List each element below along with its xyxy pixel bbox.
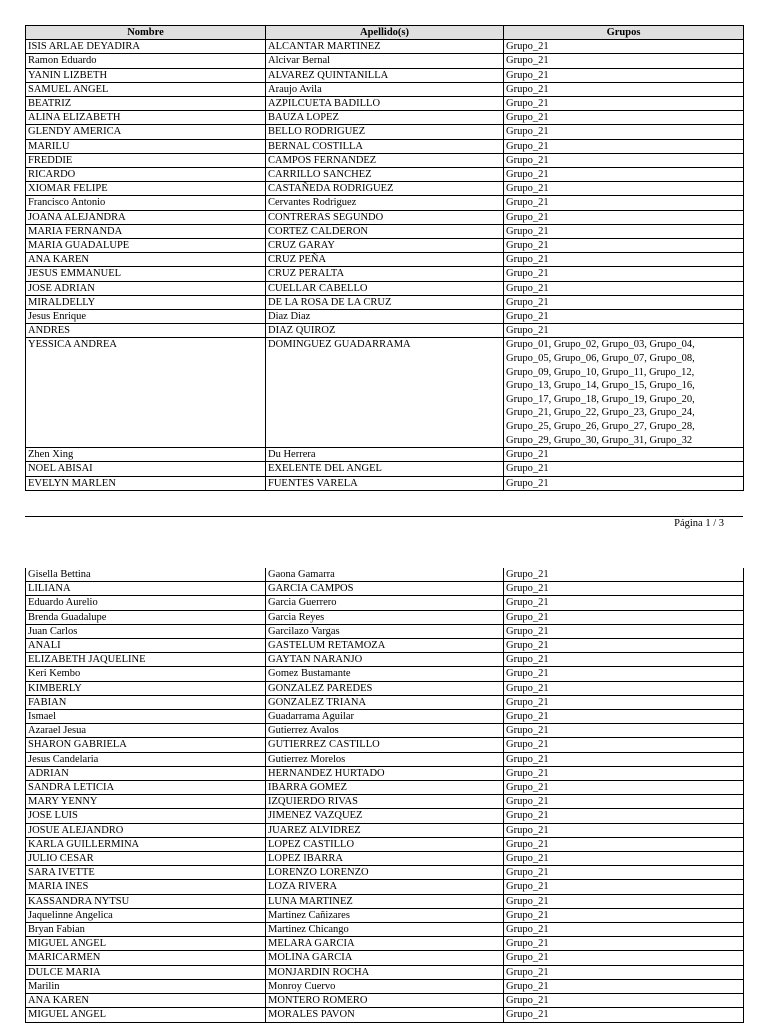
table-row	[26, 253, 744, 267]
cell-nombre: Ismael	[26, 710, 266, 724]
cell-apellidos: LOPEZ IBARRA	[266, 852, 504, 866]
cell-apellidos: CRUZ PEÑA	[266, 253, 504, 267]
cell-nombre: ANDRES	[26, 324, 266, 338]
cell-apellidos: Alcivar Bernal	[266, 54, 504, 68]
cell-apellidos: CORTEZ CALDERON	[266, 224, 504, 238]
cell-apellidos: MORALES PAVON	[266, 1008, 504, 1022]
cell-nombre: SARA IVETTE	[26, 866, 266, 880]
cell-nombre: JOSE LUIS	[26, 809, 266, 823]
cell-nombre: SANDRA LETICIA	[26, 781, 266, 795]
students-table-page-1	[25, 25, 744, 491]
cell-nombre: JOANA ALEJANDRA	[26, 210, 266, 224]
table-row	[26, 168, 744, 182]
page-divider	[25, 516, 743, 517]
cell-apellidos: BERNAL COSTILLA	[266, 139, 504, 153]
cell-nombre: YANIN LIZBETH	[26, 68, 266, 82]
table-row	[26, 951, 744, 965]
cell-grupos: Grupo_01, Grupo_02, Grupo_03, Grupo_04, Grupo_05, Grupo_06, Grupo_07, Grupo_08, Grupo_09, Grupo_10, Grupo_11, Grupo_12, Grupo_13, Grupo_14, Grupo_15, Grupo_16, Grupo_17, Grupo_18, Grupo_19, Grupo_20, Grupo_21, Grupo_22, Grupo_23, Grupo_24, Grupo_25, Grupo_26, Grupo_27, Grupo_28, Grupo_29, Grupo_30, Grupo_31, Grupo_32	[504, 338, 744, 448]
cell-nombre: MIGUEL ANGEL	[26, 937, 266, 951]
cell-grupos: Grupo_21	[504, 568, 744, 582]
cell-grupos: Grupo_21	[504, 880, 744, 894]
cell-apellidos: ALVAREZ QUINTANILLA	[266, 68, 504, 82]
table-row	[26, 866, 744, 880]
table-row	[26, 880, 744, 894]
cell-nombre: EVELYN MARLEN	[26, 476, 266, 490]
table-row	[26, 324, 744, 338]
cell-nombre: ANALI	[26, 639, 266, 653]
cell-apellidos: Guadarrama Aguilar	[266, 710, 504, 724]
table-row	[26, 239, 744, 253]
table-row	[26, 766, 744, 780]
cell-grupos: Grupo_21	[504, 866, 744, 880]
cell-grupos: Grupo_21	[504, 667, 744, 681]
cell-nombre: JESUS EMMANUEL	[26, 267, 266, 281]
table-row	[26, 97, 744, 111]
cell-apellidos: LOZA RIVERA	[266, 880, 504, 894]
cell-nombre: JOSUE ALEJANDRO	[26, 823, 266, 837]
cell-nombre: BEATRIZ	[26, 97, 266, 111]
cell-nombre: JULIO CESAR	[26, 852, 266, 866]
cell-nombre: FABIAN	[26, 695, 266, 709]
cell-grupos: Grupo_21	[504, 823, 744, 837]
cell-grupos: Grupo_21	[504, 111, 744, 125]
cell-grupos: Grupo_21	[504, 937, 744, 951]
table-row	[26, 994, 744, 1008]
cell-apellidos: CUELLAR CABELLO	[266, 281, 504, 295]
table-row	[26, 68, 744, 82]
table-header-row	[26, 26, 744, 40]
cell-nombre: SAMUEL ANGEL	[26, 82, 266, 96]
cell-grupos: Grupo_21	[504, 82, 744, 96]
cell-nombre: Zhen Xing	[26, 448, 266, 462]
cell-nombre: Gisella Bettina	[26, 568, 266, 582]
table-row	[26, 310, 744, 324]
cell-nombre: Ramon Eduardo	[26, 54, 266, 68]
cell-apellidos: IZQUIERDO RIVAS	[266, 795, 504, 809]
table-row	[26, 908, 744, 922]
table-row	[26, 125, 744, 139]
cell-grupos: Grupo_21	[504, 795, 744, 809]
cell-nombre: FREDDIE	[26, 153, 266, 167]
table-row	[26, 40, 744, 54]
cell-nombre: DULCE MARIA	[26, 965, 266, 979]
cell-apellidos: JUAREZ ALVIDREZ	[266, 823, 504, 837]
cell-apellidos: DIAZ QUIROZ	[266, 324, 504, 338]
table-row	[26, 182, 744, 196]
cell-nombre: Jesus Candelaria	[26, 752, 266, 766]
cell-grupos: Grupo_21	[504, 239, 744, 253]
cell-nombre: LILIANA	[26, 582, 266, 596]
cell-apellidos: BELLO RODRIGUEZ	[266, 125, 504, 139]
cell-nombre: Francisco Antonio	[26, 196, 266, 210]
table-row	[26, 196, 744, 210]
table-row	[26, 267, 744, 281]
table-row	[26, 210, 744, 224]
table-row	[26, 738, 744, 752]
cell-grupos: Grupo_21	[504, 54, 744, 68]
cell-grupos: Grupo_21	[504, 97, 744, 111]
cell-nombre: ADRIAN	[26, 766, 266, 780]
table-row	[26, 852, 744, 866]
cell-nombre: YESSICA ANDREA	[26, 338, 266, 448]
cell-grupos: Grupo_21	[504, 908, 744, 922]
cell-apellidos: Diaz Diaz	[266, 310, 504, 324]
students-table-page-2	[25, 568, 744, 1023]
table-row	[26, 610, 744, 624]
cell-grupos: Grupo_21	[504, 809, 744, 823]
cell-grupos: Grupo_21	[504, 168, 744, 182]
table-row	[26, 448, 744, 462]
table-row	[26, 639, 744, 653]
table-row	[26, 82, 744, 96]
cell-apellidos: BAUZA LOPEZ	[266, 111, 504, 125]
cell-apellidos: CRUZ PERALTA	[266, 267, 504, 281]
cell-apellidos: LORENZO LORENZO	[266, 866, 504, 880]
cell-grupos: Grupo_21	[504, 596, 744, 610]
cell-grupos: Grupo_21	[504, 310, 744, 324]
table-row	[26, 295, 744, 309]
cell-nombre: Jaquelinne Angelica	[26, 908, 266, 922]
cell-nombre: MARY YENNY	[26, 795, 266, 809]
table-row	[26, 809, 744, 823]
cell-grupos: Grupo_21	[504, 923, 744, 937]
cell-grupos: Grupo_21	[504, 68, 744, 82]
table-row	[26, 923, 744, 937]
cell-grupos: Grupo_21	[504, 281, 744, 295]
table-row	[26, 823, 744, 837]
table-row	[26, 781, 744, 795]
cell-nombre: KASSANDRA NYTSU	[26, 894, 266, 908]
table-row	[26, 1008, 744, 1022]
cell-nombre: MARIA INES	[26, 880, 266, 894]
cell-apellidos: Monroy Cuervo	[266, 979, 504, 993]
cell-grupos: Grupo_21	[504, 894, 744, 908]
cell-grupos: Grupo_21	[504, 852, 744, 866]
cell-grupos: Grupo_21	[504, 752, 744, 766]
cell-grupos: Grupo_21	[504, 253, 744, 267]
cell-apellidos: IBARRA GOMEZ	[266, 781, 504, 795]
cell-nombre: KARLA GUILLERMINA	[26, 837, 266, 851]
table-body-page-1	[26, 40, 744, 491]
table-row	[26, 667, 744, 681]
cell-grupos: Grupo_21	[504, 295, 744, 309]
table-row	[26, 111, 744, 125]
table-body-page-2	[26, 568, 744, 1022]
cell-nombre: NOEL ABISAI	[26, 462, 266, 476]
cell-apellidos: GAYTAN NARANJO	[266, 653, 504, 667]
cell-apellidos: Martinez Chicango	[266, 923, 504, 937]
table-row	[26, 724, 744, 738]
table-row	[26, 596, 744, 610]
cell-apellidos: Gutierrez Avalos	[266, 724, 504, 738]
cell-nombre: Juan Carlos	[26, 624, 266, 638]
cell-apellidos: Gomez Bustamante	[266, 667, 504, 681]
cell-apellidos: GUTIERREZ CASTILLO	[266, 738, 504, 752]
cell-grupos: Grupo_21	[504, 837, 744, 851]
cell-apellidos: HERNANDEZ HURTADO	[266, 766, 504, 780]
table-row	[26, 795, 744, 809]
cell-apellidos: MELARA GARCIA	[266, 937, 504, 951]
cell-grupos: Grupo_21	[504, 724, 744, 738]
cell-grupos: Grupo_21	[504, 610, 744, 624]
table-row	[26, 224, 744, 238]
cell-nombre: GLENDY AMERICA	[26, 125, 266, 139]
cell-nombre: MIGUEL ANGEL	[26, 1008, 266, 1022]
cell-apellidos: Gutierrez Morelos	[266, 752, 504, 766]
cell-apellidos: DOMINGUEZ GUADARRAMA	[266, 338, 504, 448]
cell-apellidos: GASTELUM RETAMOZA	[266, 639, 504, 653]
cell-grupos: Grupo_21	[504, 582, 744, 596]
cell-apellidos: MOLINA GARCIA	[266, 951, 504, 965]
cell-apellidos: LOPEZ CASTILLO	[266, 837, 504, 851]
cell-nombre: MARIA FERNANDA	[26, 224, 266, 238]
cell-grupos: Grupo_21	[504, 462, 744, 476]
cell-apellidos: Cervantes Rodriguez	[266, 196, 504, 210]
cell-apellidos: GARCIA CAMPOS	[266, 582, 504, 596]
header-grupos: Grupos	[504, 26, 744, 40]
cell-nombre: Brenda Guadalupe	[26, 610, 266, 624]
cell-nombre: ISIS ARLAE DEYADIRA	[26, 40, 266, 54]
cell-grupos: Grupo_21	[504, 1008, 744, 1022]
cell-grupos: Grupo_21	[504, 681, 744, 695]
cell-grupos: Grupo_21	[504, 182, 744, 196]
cell-nombre: Azarael Jesua	[26, 724, 266, 738]
cell-apellidos: JIMENEZ VAZQUEZ	[266, 809, 504, 823]
cell-grupos: Grupo_21	[504, 476, 744, 490]
table-row	[26, 582, 744, 596]
cell-grupos: Grupo_21	[504, 951, 744, 965]
cell-apellidos: GONZALEZ TRIANA	[266, 695, 504, 709]
cell-apellidos: ALCANTAR MARTINEZ	[266, 40, 504, 54]
cell-nombre: KIMBERLY	[26, 681, 266, 695]
cell-grupos: Grupo_21	[504, 196, 744, 210]
cell-nombre: ALINA ELIZABETH	[26, 111, 266, 125]
cell-nombre: JOSE ADRIAN	[26, 281, 266, 295]
cell-apellidos: LUNA MARTINEZ	[266, 894, 504, 908]
cell-nombre: MARIA GUADALUPE	[26, 239, 266, 253]
cell-apellidos: CARRILLO SANCHEZ	[266, 168, 504, 182]
cell-grupos: Grupo_21	[504, 653, 744, 667]
cell-grupos: Grupo_21	[504, 210, 744, 224]
cell-grupos: Grupo_21	[504, 324, 744, 338]
cell-apellidos: DE LA ROSA DE LA CRUZ	[266, 295, 504, 309]
cell-nombre: ANA KAREN	[26, 253, 266, 267]
cell-nombre: Eduardo Aurelio	[26, 596, 266, 610]
cell-apellidos: CASTAÑEDA RODRIGUEZ	[266, 182, 504, 196]
cell-grupos: Grupo_21	[504, 766, 744, 780]
cell-grupos: Grupo_21	[504, 695, 744, 709]
table-row	[26, 624, 744, 638]
cell-apellidos: CAMPOS FERNANDEZ	[266, 153, 504, 167]
table-row	[26, 979, 744, 993]
cell-grupos: Grupo_21	[504, 139, 744, 153]
cell-grupos: Grupo_21	[504, 965, 744, 979]
cell-grupos: Grupo_21	[504, 624, 744, 638]
cell-grupos: Grupo_21	[504, 267, 744, 281]
cell-nombre: XIOMAR FELIPE	[26, 182, 266, 196]
table-row	[26, 54, 744, 68]
cell-grupos: Grupo_21	[504, 224, 744, 238]
cell-nombre: ANA KAREN	[26, 994, 266, 1008]
table-row	[26, 139, 744, 153]
cell-grupos: Grupo_21	[504, 448, 744, 462]
table-row	[26, 894, 744, 908]
table-row	[26, 476, 744, 490]
cell-nombre: Keri Kembo	[26, 667, 266, 681]
cell-apellidos: CRUZ GARAY	[266, 239, 504, 253]
cell-grupos: Grupo_21	[504, 153, 744, 167]
cell-nombre: SHARON GABRIELA	[26, 738, 266, 752]
cell-apellidos: MONJARDIN ROCHA	[266, 965, 504, 979]
cell-apellidos: AZPILCUETA BADILLO	[266, 97, 504, 111]
table-row	[26, 153, 744, 167]
table-row	[26, 937, 744, 951]
cell-nombre: ELIZABETH JAQUELINE	[26, 653, 266, 667]
table-row	[26, 281, 744, 295]
cell-apellidos: Gaona Gamarra	[266, 568, 504, 582]
cell-apellidos: MONTERO ROMERO	[266, 994, 504, 1008]
cell-nombre: Bryan Fabian	[26, 923, 266, 937]
table-row	[26, 681, 744, 695]
cell-apellidos: CONTRERAS SEGUNDO	[266, 210, 504, 224]
table-row	[26, 752, 744, 766]
cell-grupos: Grupo_21	[504, 40, 744, 54]
cell-grupos: Grupo_21	[504, 994, 744, 1008]
table-row	[26, 653, 744, 667]
cell-grupos: Grupo_21	[504, 781, 744, 795]
cell-nombre: MIRALDELLY	[26, 295, 266, 309]
cell-nombre: Marilin	[26, 979, 266, 993]
cell-grupos: Grupo_21	[504, 639, 744, 653]
cell-apellidos: Garcilazo Vargas	[266, 624, 504, 638]
cell-grupos: Grupo_21	[504, 125, 744, 139]
page-number: Página 1 / 3	[674, 518, 724, 529]
cell-apellidos: EXELENTE DEL ANGEL	[266, 462, 504, 476]
cell-apellidos: GONZALEZ PAREDES	[266, 681, 504, 695]
table-row	[26, 462, 744, 476]
cell-apellidos: Garcia Guerrero	[266, 596, 504, 610]
table-row	[26, 965, 744, 979]
cell-grupos: Grupo_21	[504, 710, 744, 724]
table-row	[26, 338, 744, 448]
cell-grupos: Grupo_21	[504, 738, 744, 752]
cell-grupos: Grupo_21	[504, 979, 744, 993]
cell-apellidos: Araujo Avila	[266, 82, 504, 96]
cell-nombre: RICARDO	[26, 168, 266, 182]
cell-apellidos: FUENTES VARELA	[266, 476, 504, 490]
cell-nombre: Jesus Enrique	[26, 310, 266, 324]
table-row	[26, 837, 744, 851]
table-row	[26, 695, 744, 709]
header-apellidos: Apellido(s)	[266, 26, 504, 40]
cell-apellidos: Garcia Reyes	[266, 610, 504, 624]
cell-nombre: MARILU	[26, 139, 266, 153]
cell-nombre: MARICARMEN	[26, 951, 266, 965]
table-row	[26, 568, 744, 582]
cell-apellidos: Du Herrera	[266, 448, 504, 462]
cell-apellidos: Martinez Cañizares	[266, 908, 504, 922]
table-row	[26, 710, 744, 724]
header-nombre: Nombre	[26, 26, 266, 40]
